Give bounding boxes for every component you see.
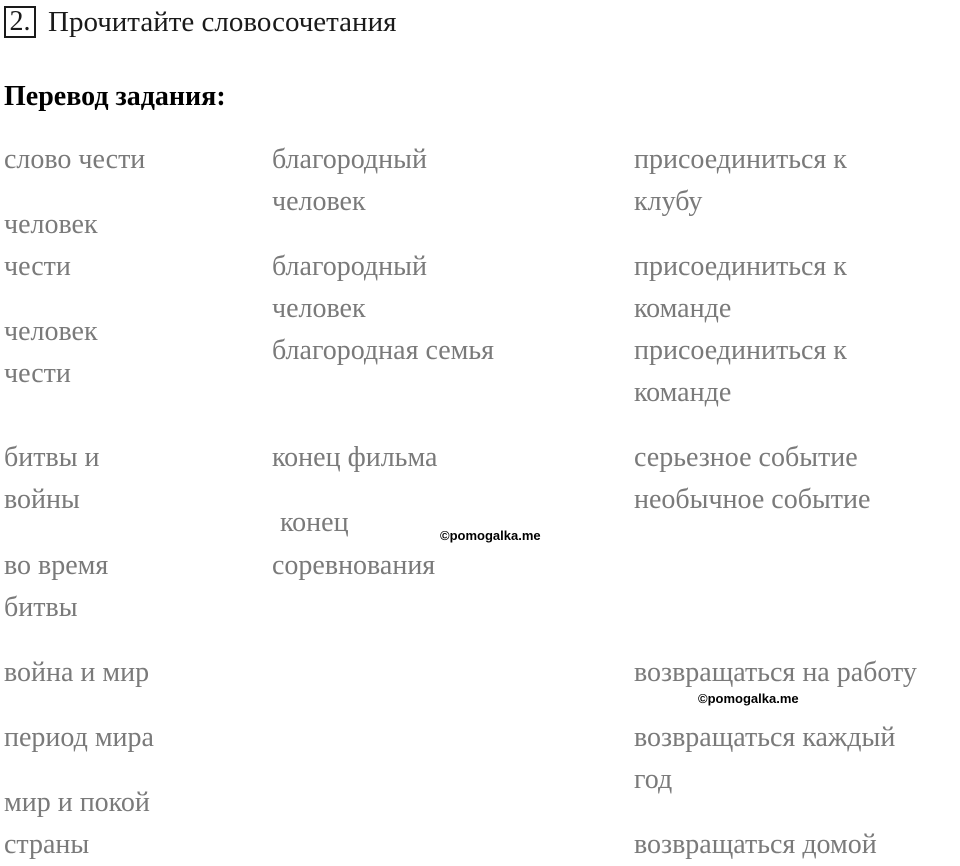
phrase-col3-line: необычное событие [634,484,871,515]
phrase-col2-line: соревнования [272,550,436,581]
phrase-col1-line: человек [4,209,98,240]
phrase-col3-line: команде [634,377,732,408]
section-heading: Перевод задания: [4,81,226,112]
phrase-col2-line: благородная семья [272,335,495,366]
watermark: ©pomogalka.me [698,691,799,706]
phrase-col2-line: человек [272,293,366,324]
phrase-col2-line: благородный [272,144,427,175]
phrase-col3-line: возвращаться домой [634,829,877,860]
phrase-col3-line: возвращаться на работу [634,657,917,688]
phrase-col1-line: страны [4,829,90,860]
watermark: ©pomogalka.me [440,528,541,543]
phrase-col1-line: слово чести [4,144,146,175]
phrase-col1-line: чести [4,251,71,282]
phrase-col1-line: войны [4,484,80,515]
phrase-col1-line: война и мир [4,657,150,688]
phrase-col3-line: присоединиться к [634,335,847,366]
phrase-col2-line: благородный [272,251,427,282]
phrase-col3-line: присоединиться к [634,251,847,282]
phrase-col1-line: чести [4,358,71,389]
phrase-col3-line: возвращаться каждый [634,722,896,753]
phrase-col1-line: мир и покой [4,787,150,818]
task-instruction: Прочитайте словосочетания [48,6,397,38]
task-number: 2. [4,6,36,38]
phrase-col2-line: конец фильма [272,442,438,473]
phrase-col1-line: человек [4,316,98,347]
phrase-col3-line: год [634,764,673,795]
phrase-col3-line: присоединиться к [634,144,847,175]
phrase-col1-line: битвы [4,592,78,623]
phrase-col1-line: период мира [4,722,154,753]
phrase-col3-line: клубу [634,186,703,217]
phrase-col1-line: во время [4,550,109,581]
phrase-col3-line: серьезное событие [634,442,858,473]
phrase-col2-line: конец [280,507,349,538]
phrase-col1-line: битвы и [4,442,100,473]
phrase-col3-line: команде [634,293,732,324]
phrase-col2-line: человек [272,186,366,217]
